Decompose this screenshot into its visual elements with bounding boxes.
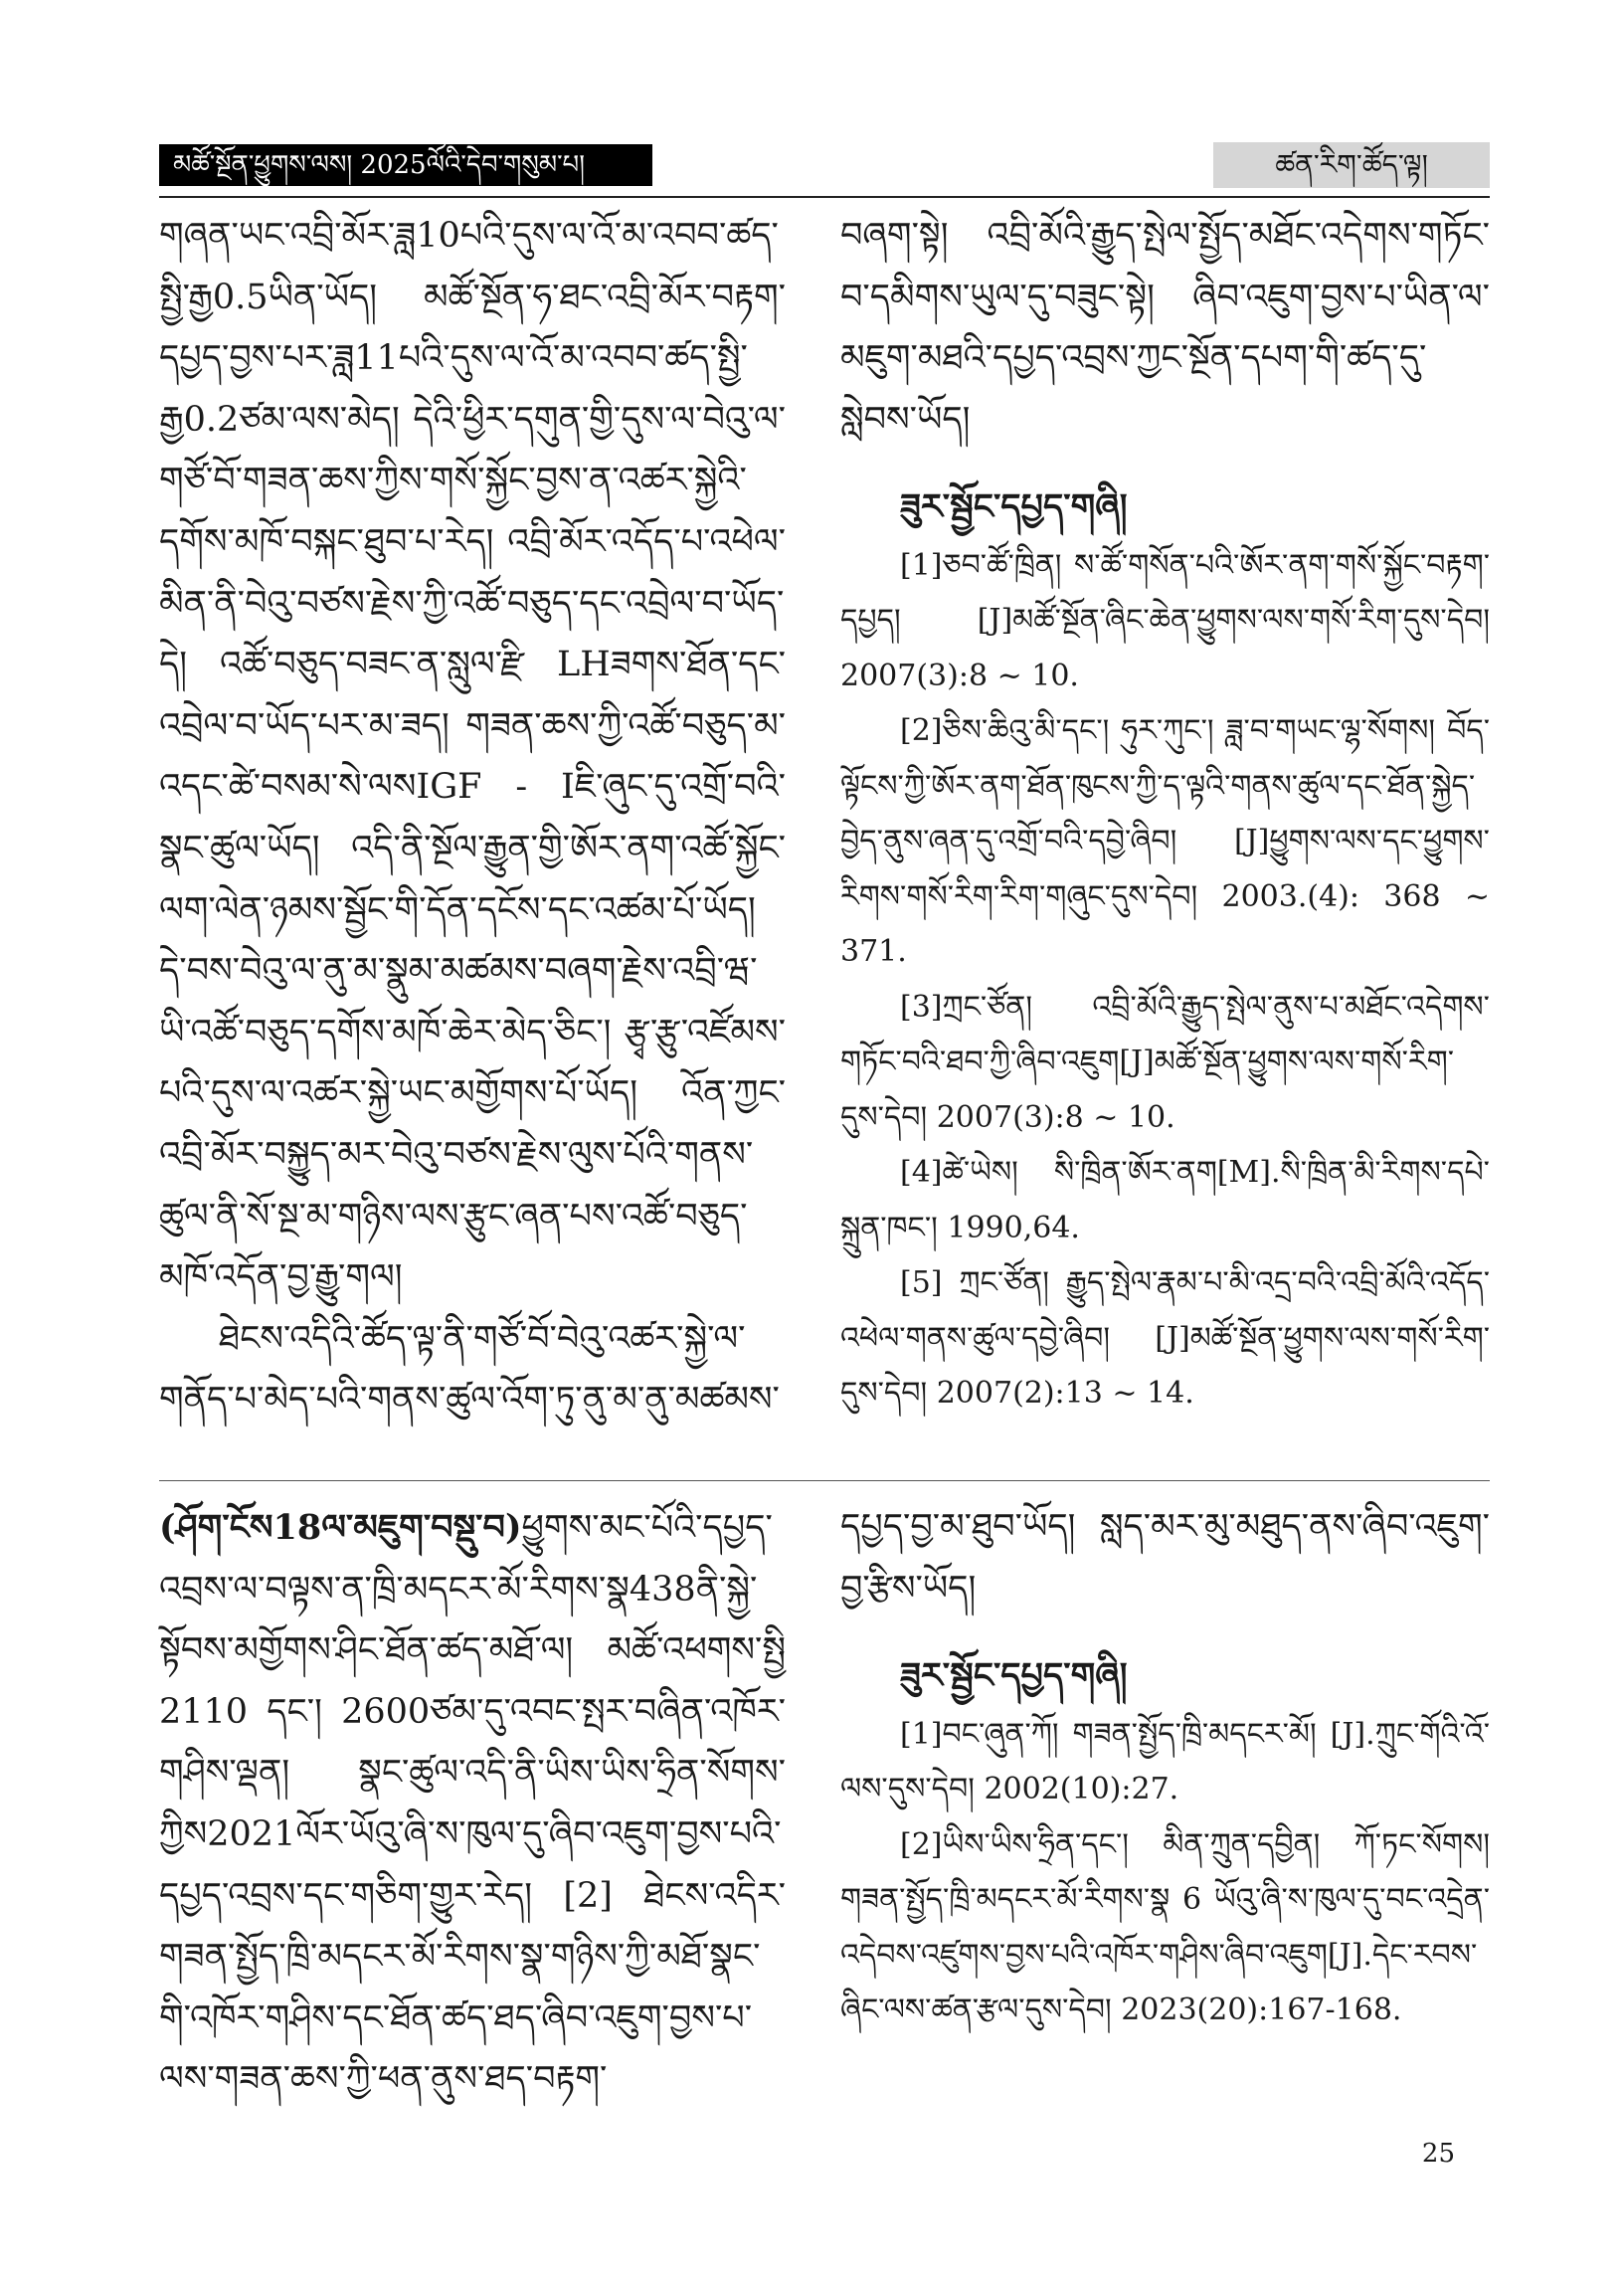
bottom-left-column — [159, 1497, 786, 2111]
body-paragraph: ཐེངས་འདིའི་ཚོད་ལྟ་ནི་གཙོ་བོ་བེའུ་འཚར་སྐྱེ་ལ་གནོད་པ་མེད་པའི་གནས་ཚུལ་འོག་ཏུ་ནུ་མ་ནུ་མཚམས་ — [159, 1318, 780, 1421]
reference-item: [1]ཅབ་ཚོ་ཁྲིན། ས་ཚོ་གསོན་པའི་ཨོར་ནག་གསོ་སྐྱོང་བརྟག་དཔྱད། [J]མཚོ་སྔོན་ཞིང་ཆེན་ཕྱུགས་ལས་གསོ་རིག་དུས་དེབ། 2007(3):8 ~ 10. — [840, 547, 1490, 693]
section-label: ཚན་རིག་ཚོད་ལྟ། — [1213, 142, 1490, 188]
bottom-right-column — [840, 1497, 1490, 2038]
section-divider — [159, 1480, 1490, 1481]
references-heading: ཟུར་སྦྱོང་དཔྱད་གཞི། — [900, 486, 1128, 528]
header-rule — [159, 196, 1490, 198]
reference-item: [1]བང་ཞུན་ཀོ། གཟན་སྤྱོད་ཁྲི་མདངར་མོ། [J].ཀྲུང་གོའི་འོ་ལས་དུས་དེབ། 2002(10):27. — [840, 1716, 1490, 1807]
top-right-column — [840, 206, 1490, 1422]
continued-text: ཕྱུགས་མང་པོའི་དཔྱད་འབྲས་ལ་བལྟས་ན་ཁྲི་མདངར་མོ་རིགས་སྣ438ནི་སྐྱེ་སྟོབས་མགྱོགས་ཤིང་ཐོན་ཚད་མཐོ་ལ། མཚོ་འཕགས་སྤྱི 2110 དང་། 2600ཙམ་དུ་འབང་སྤར་བཞིན་འཁོར་གཤིས་ལྡན། སྣང་ཚུལ་འདི་ནི་ཡིས་ཡིས་ཧྲིན་སོགས་ཀྱིས2021ལོར་ཡོའུ་ཞི་ས་ཁུལ་དུ་ཞིབ་འཇུག་བྱས་པའི་དཔྱད་འབྲས་དང་གཅིག་གྱུར་རེད། [2] ཐེངས་འདིར་གཟན་སྤྱོད་ཁྲི་མདངར་མོ་རིགས་སྣ་གཉིས་ཀྱི་མཐོ་སྣང་གི་འཁོར་གཤིས་དང་ཐོན་ཚད་ཐད་ཞིབ་འཇུག་བྱས་པ་ལས་གཟན་ཆས་ཀྱི་ཕན་ནུས་ཐད་བརྟག་ — [159, 1508, 786, 2100]
body-paragraph — [159, 1497, 786, 2111]
body-paragraph: གཞན་ཡང་འབྲི་མོར་ཟླ10པའི་དུས་ལ་འོ་མ་འབབ་ཚད་སྤྱི་རྒྱ0.5ཡིན་ཡོད། མཚོ་སྔོན་ཧ་ཐང་འབྲི་མོར་བརྟག་དཔྱད་བྱས་པར་ཟླ11པའི་དུས་ལ་འོ་མ་འབབ་ཚད་སྤྱི་རྒྱ0.2ཙམ་ལས་མེད། དེའི་ཕྱིར་དགུན་གྱི་དུས་ལ་བེའུ་ལ་གཙོ་བོ་གཟན་ཆས་ཀྱིས་གསོ་སྐྱོང་བྱས་ན་འཚར་སྐྱེའི་དགོས་མཁོ་བསྐང་ཐུབ་པ་རེད། འབྲི་མོར་འདོད་པ་འཕེལ་མིན་ནི་བེའུ་བཙས་རྗེས་ཀྱི་འཚོ་བཅུད་དང་འབྲེལ་བ་ཡོད་དེ། འཚོ་བཅུད་བཟང་ན་སླུལ་རྫི LHཟགས་ཐོན་དང་འབྲེལ་བ་ཡོད་པར་མ་ཟད། གཟན་ཆས་ཀྱི་འཚོ་བཅུད་མ་འདང་ཚེ་བསམ་སེ་ལསIGF - Iཇི་ཞུང་དུ་འགྲོ་བའི་སྣང་ཚུལ་ཡོད། འདི་ནི་སྔོལ་རྒྱུན་གྱི་ཨོར་ནག་འཚོ་སྐྱོང་ལག་ལེན་ཉམས་སྦྱོང་གི་དོན་དངོས་དང་འཚམ་པོ་ཡོད། དེ་བས་བེའུ་ལ་ནུ་མ་སྣུམ་མཚམས་བཞག་རྗེས་འབྲི་ཝ་ཡི་འཚོ་བཅུད་དགོས་མཁོ་ཆེར་མེད་ཅིང་། རྩྭ་རྩུ་འཛོམས་པའི་དུས་ལ་འཚར་སྐྱེ་ཡང་མགྱོགས་པོ་ཡོད། འོན་ཀྱང་འབྲི་མོར་བསྐྱུད་མར་བེའུ་བཙས་རྗེས་ལུས་པོའི་གནས་ཚུལ་ནི་སོ་སྔ་མ་གཉིས་ལས་རྩུང་ཞན་པས་འཚོ་བཅུད་མཁོ་འདོན་བྱ་རྒྱུ་གལ། — [159, 216, 786, 1298]
reference-item: [4]ཚེ་ཡེས། སི་ཁྲིན་ཨོར་ནག[M].སི་ཁྲིན་མི་རིགས་དཔེ་སྐྲུན་ཁང་། 1990,64. — [840, 1155, 1490, 1245]
journal-title-banner: མཚོ་སྔོན་ཕྱུགས་ལས། 2025ལོའི་དེབ་གསུམ་པ། — [159, 144, 652, 186]
body-paragraph: དཔྱད་བྱ་མ་ཐུབ་ཡོད། སླད་མར་མུ་མཐུད་ནས་ཞིབ་འཇུག་བྱ་རྩིས་ཡོད། — [840, 1507, 1490, 1609]
references-heading: ཟུར་སྦྱོང་དཔྱད་གཞི། — [900, 1655, 1128, 1697]
page-number: 25 — [1421, 2139, 1455, 2169]
continuation-marker: (ཤོག་ངོས18ལ་མཇུག་བསྡུ་བ) — [159, 1507, 522, 1548]
body-paragraph: བཞག་སྟེ། འབྲི་མོའི་རྒྱུད་སྤེལ་སྤྱོད་མཐོང་འདེགས་གཏོང་བ་དམིགས་ཡུལ་དུ་བཟུང་སྟེ། ཞིབ་འཇུག་བྱས་པ་ཡིན་ལ་མཇུག་མཐའི་དཔྱད་འབྲས་ཀྱང་སྔོན་དཔག་གི་ཚད་དུ་སླེབས་ཡོད། — [840, 216, 1490, 440]
reference-item: [3]ཀྲང་ཙོན། འབྲི་མོའི་རྒྱུད་སྤེལ་ནུས་པ་མཐོང་འདེགས་གཏོང་བའི་ཐབ་ཀྱི་ཞིབ་འཇུག[J]མཚོ་སྔོན་ཕྱུགས་ལས་གསོ་རིག་དུས་དེབ། 2007(3):8 ~ 10. — [840, 989, 1490, 1135]
top-left-column — [159, 206, 786, 1431]
reference-item: [2]ཅིས་ཆིའུ་མི་དང་། ཧུར་ཀུང་། ཟླ་བ་གཡང་ལྷ་སོགས། བོད་ལྟོངས་ཀྱི་ཨོར་ནག་ཐོན་ཁུངས་ཀྱི་ད་ལྟའི་གནས་ཚུལ་དང་ཐོན་སྐྱེད་བྱེད་ནུས་ཞན་དུ་འགྲོ་བའི་དབྱེ་ཞིབ། [J]ཕྱུགས་ལས་དང་ཕྱུགས་རིགས་གསོ་རིག་རིག་གཞུང་དུས་དེབ། 2003.(4): 368 ~ 371. — [840, 713, 1490, 970]
reference-item: [5] ཀྲང་ཙོན། རྒྱུད་སྤེལ་རྣམ་པ་མི་འདྲ་བའི་འབྲི་མོའི་འདོད་འཕེལ་གནས་ཚུལ་དབྱེ་ཞིབ། [J]མཚོ་སྔོན་ཕྱུགས་ལས་གསོ་རིག་དུས་དེབ། 2007(2):13 ~ 14. — [840, 1265, 1490, 1412]
reference-item: [2]ཡིས་ཡིས་ཧྲིན་དང་། མིན་ཀྲུན་དབྱིན། ཀོ་ཏང་སོགས། གཟན་སྤྱོད་ཁྲི་མདངར་མོ་རིགས་སྣ 6 ཡོའུ་ཞི་ས་ཁུལ་དུ་བང་འདྲེན་འདེབས་འཛུགས་བྱས་པའི་འཁོར་གཤིས་ཞིབ་འཇུག[J].དེང་རབས་ཞིང་ལས་ཚན་རྩལ་དུས་དེབ། 2023(20):167-168. — [840, 1826, 1490, 2028]
